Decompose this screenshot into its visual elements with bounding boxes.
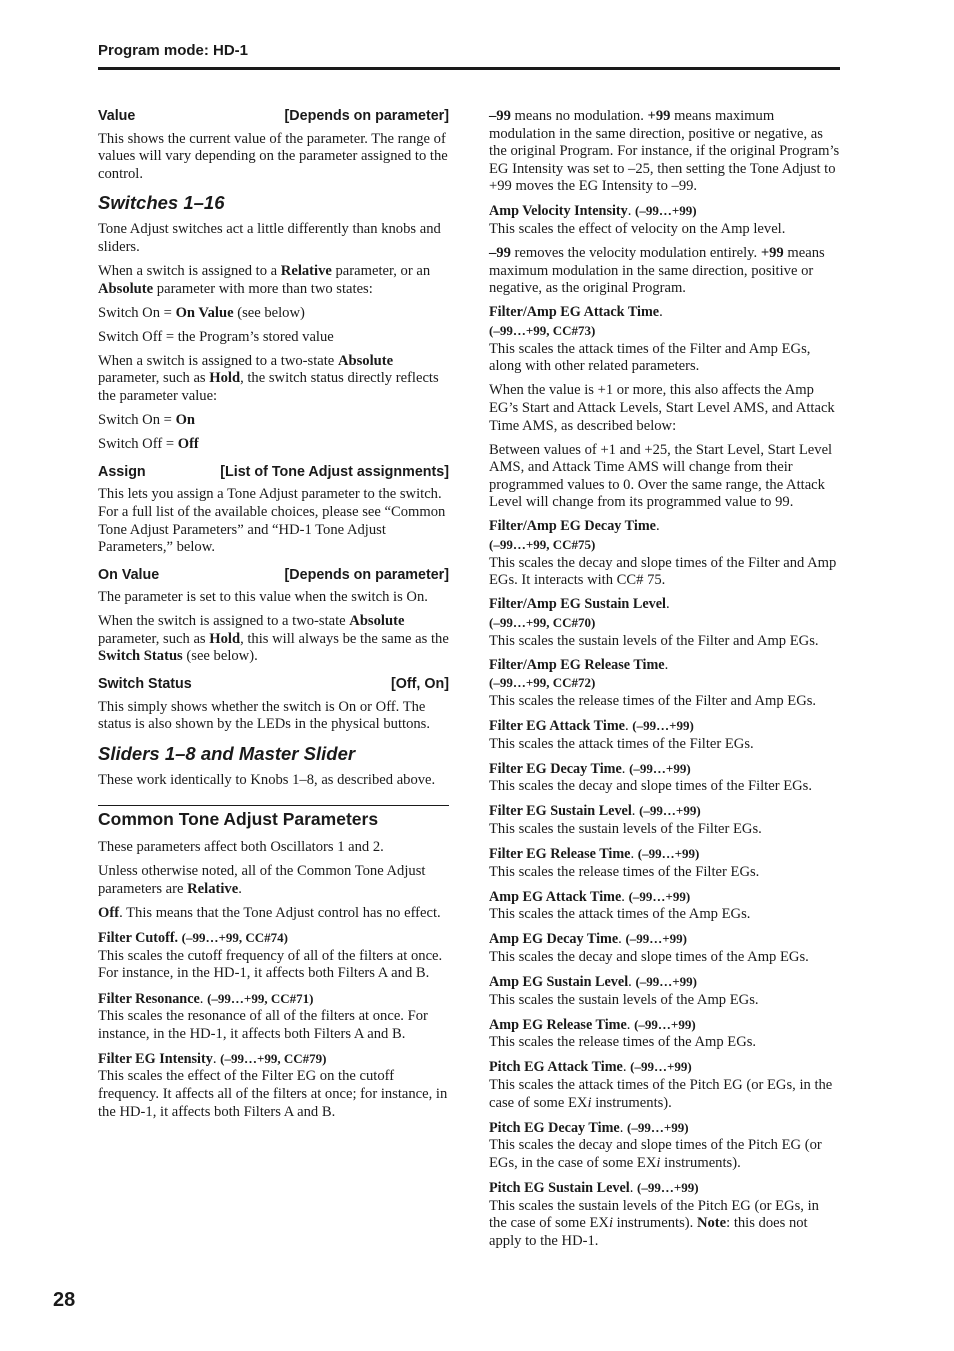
section-title-common: Common Tone Adjust Parameters xyxy=(98,805,449,830)
param-entry-pitch-eg-decay-time: Pitch EG Decay Time. (–99…+99) This scales the decay and slope times of the Pitch EG (or EGs, in the case of some EXi instruments). xyxy=(489,1119,822,1171)
param-heading-switch-status xyxy=(98,676,449,692)
left-column xyxy=(98,108,449,1128)
paragraph: Tone Adjust switches act a little differently than knobs and sliders. xyxy=(98,221,441,255)
param-name: Switch Status xyxy=(98,676,192,693)
section-title-switches: Switches 1–16 xyxy=(98,192,225,214)
param-name: On Value xyxy=(98,566,160,583)
page-number: 28 xyxy=(53,1289,76,1311)
param-entry-amp-eg-attack-time: Amp EG Attack Time. (–99…+99) This scales the attack times of the Amp EGs. xyxy=(489,888,751,923)
param-entry-amp-eg-decay-time: Amp EG Decay Time. (–99…+99) This scales the decay and slope times of the Amp EGs. xyxy=(489,931,809,965)
paragraph: This simply shows whether the switch is On or Off. The status is also shown by the LEDs in the physical buttons. xyxy=(98,698,430,733)
param-entry-filter-eg-attack-time: Filter EG Attack Time. (–99…+99) This scales the attack times of the Filter EGs. xyxy=(489,717,754,752)
param-range: [Off, On] xyxy=(391,676,449,693)
param-entry-filter-amp-eg-release-time: Filter/Amp EG Release Time. (–99…+99, CC#72) This scales the release times of the Filter and Amp EGs. xyxy=(489,656,817,709)
param-heading-assign xyxy=(98,464,449,480)
param-entry-filter-cutoff: Filter Cutoff. (–99…+99, CC#74) This scales the cutoff frequency of all of the filters at once. For instance, in the HD-1, it affects both Filters A and B. xyxy=(98,930,443,982)
param-entry-pitch-eg-attack-time: Pitch EG Attack Time. (–99…+99) This scales the attack times of the Pitch EG (or EGs, in the case of some EXi instruments). xyxy=(489,1059,833,1111)
header-rule xyxy=(98,67,840,70)
paragraph: This shows the current value of the parameter. The range of values will vary depending on the parameter assigned to the control. xyxy=(98,130,448,182)
paragraph: Switch Off = Off xyxy=(98,436,199,453)
paragraph: –99 removes the velocity modulation entirely. +99 means maximum modulation in the same direction, positive or negative, as the original Program. xyxy=(489,245,825,297)
paragraph: Unless otherwise noted, all of the Common Tone Adjust parameters are Relative. xyxy=(98,863,426,898)
param-entry-amp-velocity-intensity: Amp Velocity Intensity. (–99…+99) This scales the effect of velocity on the Amp level. xyxy=(489,203,786,238)
right-column xyxy=(489,108,840,1257)
param-name: Value xyxy=(98,108,136,124)
paragraph: When the switch is assigned to a two-state Absolute parameter, such as Hold, this will always be the same as the Switch Status (see below). xyxy=(98,613,449,665)
param-entry-amp-eg-release-time: Amp EG Release Time. (–99…+99) This scales the release times of the Amp EGs. xyxy=(489,1016,757,1051)
paragraph: Off. This means that the Tone Adjust control has no effect. xyxy=(98,905,441,922)
param-entry-filter-amp-eg-attack-time: Filter/Amp EG Attack Time. (–99…+99, CC#73) This scales the attack times of the Filter and Amp EGs, along with other related parameters. xyxy=(489,304,811,375)
param-entry-filter-eg-decay-time: Filter EG Decay Time. (–99…+99) This scales the decay and slope times of the Filter EGs. xyxy=(489,760,813,795)
paragraph: These parameters affect both Oscillators 1 and 2. xyxy=(98,839,384,856)
param-heading-on-value xyxy=(98,567,449,583)
param-name: Assign xyxy=(98,463,146,480)
paragraph: Switch On = On Value (see below) xyxy=(98,304,305,321)
paragraph: The parameter is set to this value when the switch is On. xyxy=(98,589,428,606)
paragraph: Switch Off = the Program’s stored value xyxy=(98,328,334,345)
paragraph: When a switch is assigned to a Relative parameter, or an Absolute parameter with more than two states: xyxy=(98,262,431,297)
paragraph: This lets you assign a Tone Adjust parameter to the switch. For a full list of the available choices, please see “Common Tone Adjust Parameters” and “HD-1 Tone Adjust Parameters,” below. xyxy=(98,486,446,556)
paragraph: –99 means no modulation. +99 means maximum modulation in the same direction, positive or negative, as the original Program. For instance, if the original Program’s EG Intensity was set to –25, then setting the Tone Adjust to +99 moves the EG Intensity to –99. xyxy=(489,108,840,195)
param-entry-filter-amp-eg-sustain-level: Filter/Amp EG Sustain Level. (–99…+99, CC#70) This scales the sustain levels of the Filter and Amp EGs. xyxy=(489,596,819,649)
param-entry-amp-eg-sustain-level: Amp EG Sustain Level. (–99…+99) This scales the sustain levels of the Amp EGs. xyxy=(489,974,759,1008)
param-range: [Depends on parameter] xyxy=(284,108,449,124)
param-heading-value xyxy=(98,108,449,124)
param-entry-pitch-eg-sustain-level: Pitch EG Sustain Level. (–99…+99) This scales the sustain levels of the Pitch EG (or EGs, in the case of some EXi instruments). Note: this does not apply to the HD-1. xyxy=(489,1179,819,1249)
param-entry-filter-eg-intensity: Filter EG Intensity. (–99…+99, CC#79) This scales the effect of the Filter EG on the cutoff frequency. It affects all of the filters at once; for instance, in the HD-1, it affects both Filters A and B. xyxy=(98,1050,448,1120)
paragraph: When the value is +1 or more, this also affects the Amp EG’s Start and Attack Levels, Start Level AMS, and Attack Time AMS, as described below: xyxy=(489,382,835,434)
paragraph: Switch On = On xyxy=(98,412,196,429)
param-entry-filter-amp-eg-decay-time: Filter/Amp EG Decay Time. (–99…+99, CC#75) This scales the decay and slope times of the Filter and Amp EGs. It interacts with CC# 75. xyxy=(489,518,837,589)
paragraph: When a switch is assigned to a two-state Absolute parameter, such as Hold, the switch status directly reflects the parameter value: xyxy=(98,352,439,405)
running-header: Program mode: HD-1 xyxy=(98,42,249,59)
param-range: [Depends on parameter] xyxy=(284,566,449,583)
param-entry-filter-eg-release-time: Filter EG Release Time. (–99…+99) This scales the release times of the Filter EGs. xyxy=(489,845,760,880)
param-entry-filter-resonance: Filter Resonance. (–99…+99, CC#71) This scales the resonance of all of the filters at once. For instance, in the HD-1, it affects both Filters A and B. xyxy=(98,990,428,1042)
paragraph: These work identically to Knobs 1–8, as described above. xyxy=(98,771,436,788)
paragraph: Between values of +1 and +25, the Start Level, Start Level AMS, and Attack Time AMS will change from their programmed values to 0. Over the same range, the Attack Level will change from its programmed value to 99. xyxy=(489,441,833,511)
param-entry-filter-eg-sustain-level: Filter EG Sustain Level. (–99…+99) This scales the sustain levels of the Filter EGs. xyxy=(489,803,762,837)
section-title-sliders: Sliders 1–8 and Master Slider xyxy=(98,742,356,764)
param-range: [List of Tone Adjust assignments] xyxy=(220,463,449,480)
